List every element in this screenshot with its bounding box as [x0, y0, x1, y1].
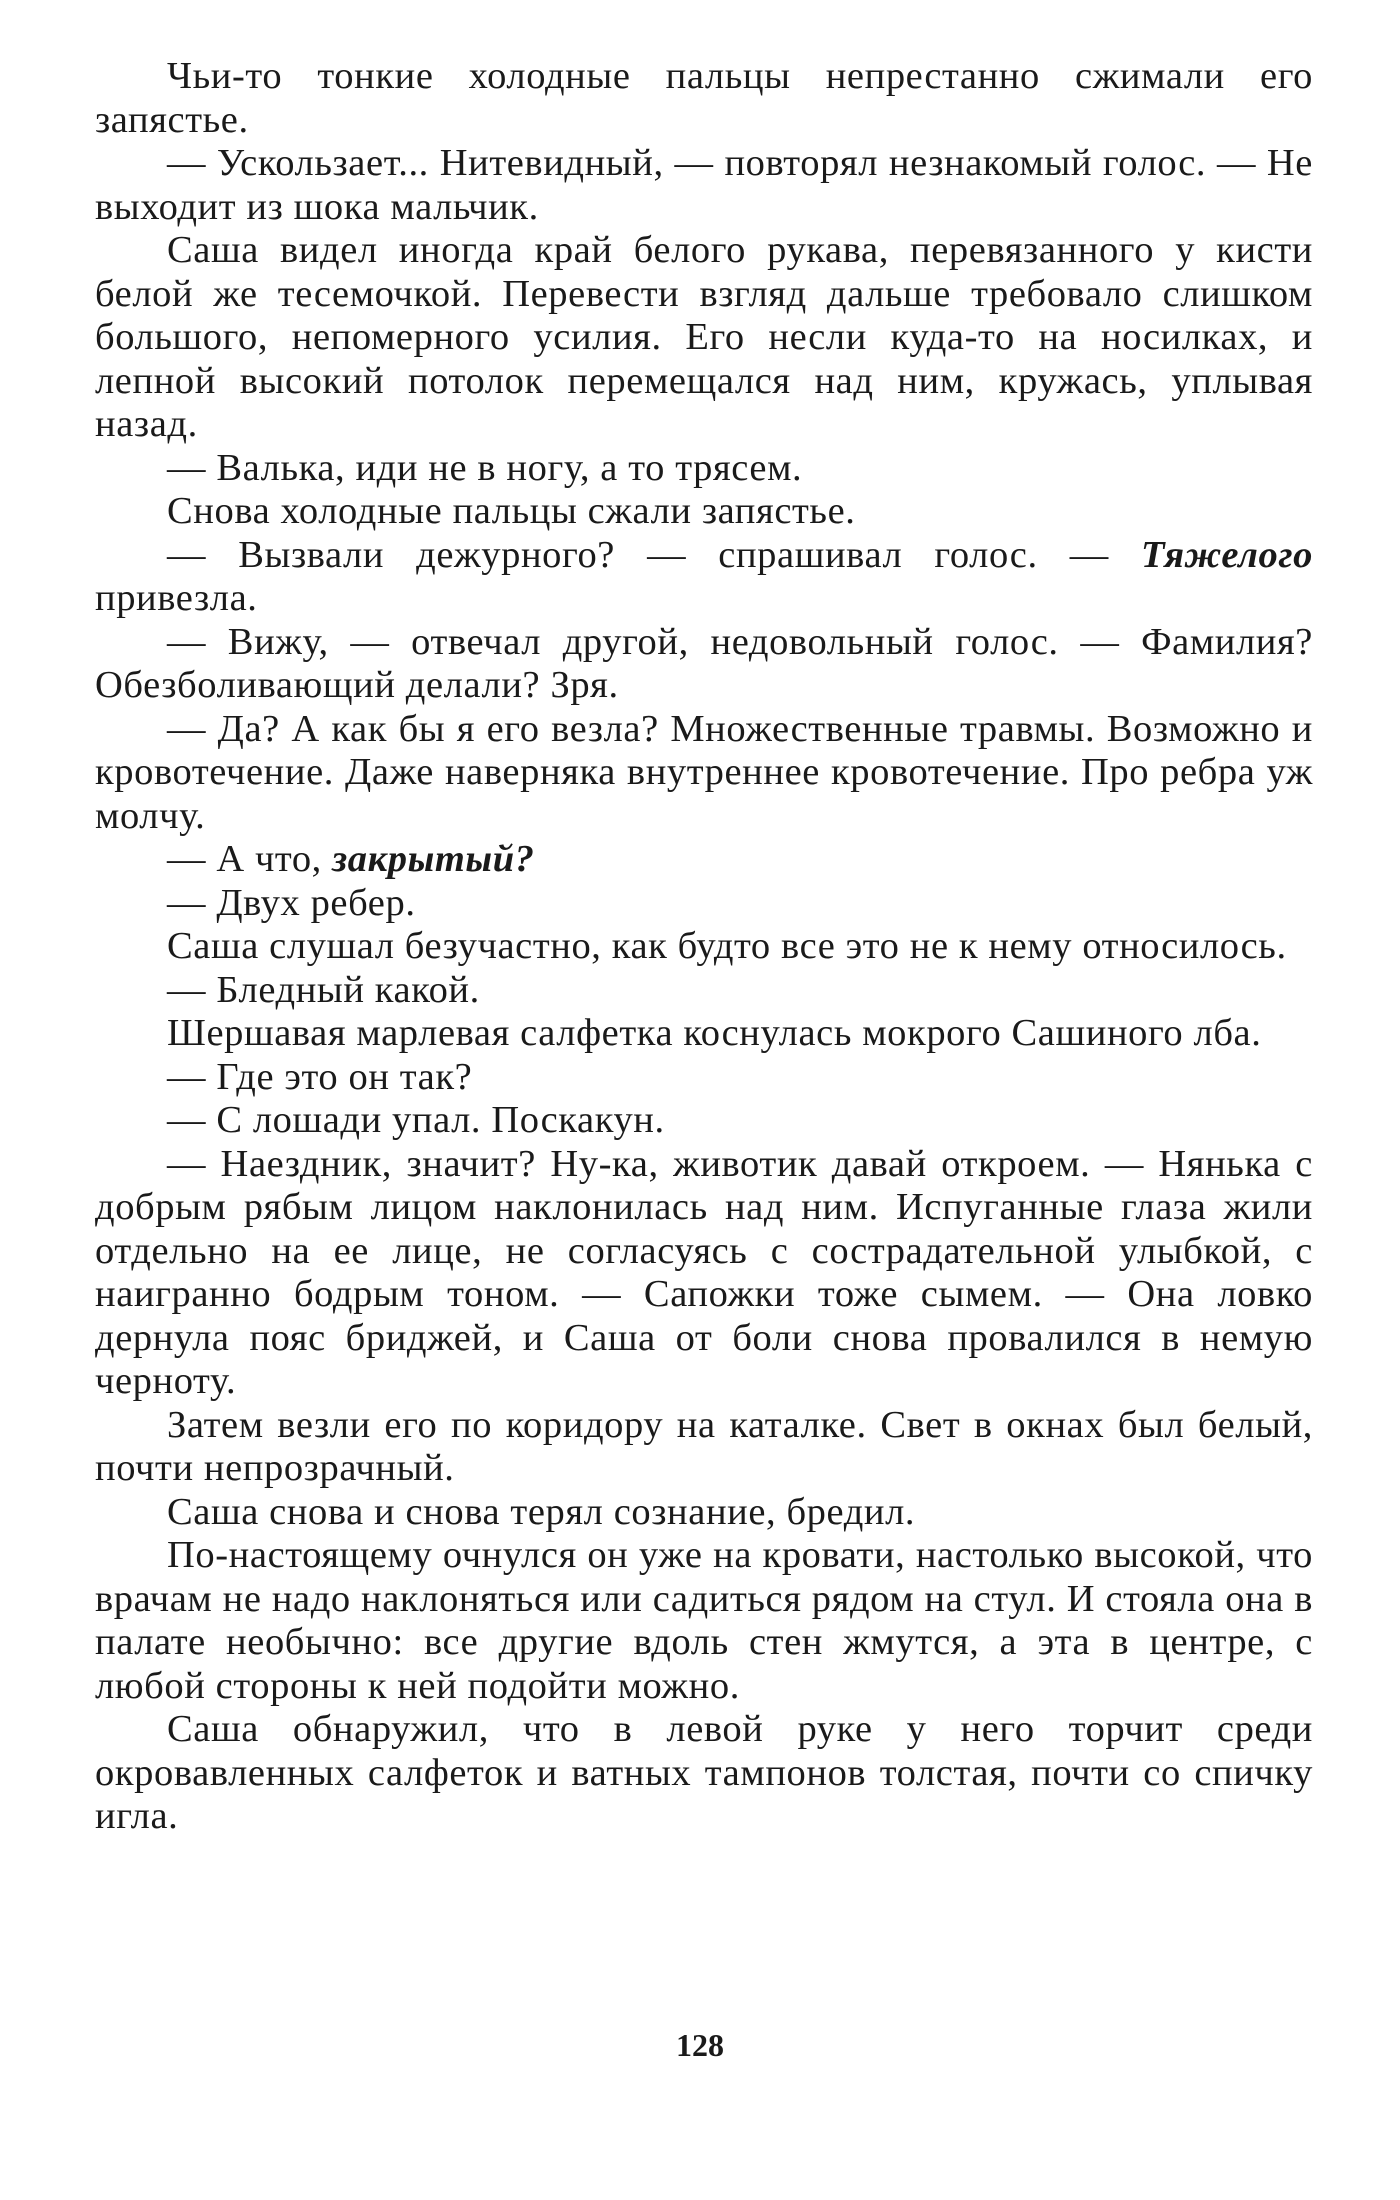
paragraph-9 [95, 838, 1313, 882]
paragraph-15: — С лошади упал. Поскакун. [167, 1099, 665, 1141]
paragraph-13: Шершавая марлевая салфетка коснулась мокрого Сашиного лба. [167, 1012, 1262, 1054]
paragraph-2: — Ускользает... Нитевидный, — повторял незнакомый голос. — Не выходит из шока мальчик. [95, 142, 1313, 228]
paragraph-9-text-before: — А что, [167, 838, 333, 880]
paragraph-19: По-настоящему очнулся он уже на кровати, настолько высокой, что врачам не надо наклоняться или садиться рядом на стул. И стояла она в палате необычно: все другие вдоль стен жмутся, а эта в центре, с любой стороны к ней подойти можно. [95, 1534, 1313, 1707]
book-page-body [95, 55, 1313, 1839]
paragraph-14: — Где это он так? [167, 1055, 473, 1098]
paragraph-6 [95, 534, 1313, 621]
paragraph-1: Чьи-то тонкие холодные пальцы непрестанно сжимали его запястье. [95, 55, 1313, 141]
paragraph-20: Саша обнаружил, что в левой руке у него торчит среди окровавленных салфеток и ватных тампонов толстая, почти со спичку игла. [95, 1708, 1313, 1837]
paragraph-6-emphasis: Тяжелого [1141, 533, 1313, 576]
paragraph-10: — Двух ребер. [167, 881, 416, 924]
paragraph-7: — Вижу, — отвечал другой, недовольный голос. — Фамилия? Обезболивающий делали? Зря. [95, 620, 1313, 706]
paragraph-12: — Бледный какой. [167, 968, 480, 1011]
paragraph-11: Саша слушал безучастно, как будто все это не к нему относилось. [167, 925, 1287, 967]
paragraph-5: Снова холодные пальцы сжали запястье. [167, 490, 856, 532]
paragraph-18: Саша снова и снова терял сознание, бредил. [167, 1490, 916, 1533]
paragraph-6-text-after: привезла. [95, 577, 258, 619]
paragraph-3: Саша видел иногда край белого рукава, перевязанного у кисти белой же тесемочкой. Перевести взгляд дальше требовало слишком большого, непомерного усилия. Его несли куда-то на носилках, и лепной высокий потолок перемещался над ним, кружась, уплывая назад. [95, 229, 1313, 445]
paragraph-4: — Валька, иди не в ногу, а то трясем. [167, 446, 803, 489]
paragraph-17: Затем везли его по коридору на каталке. Свет в окнах был белый, почти непрозрачный. [95, 1403, 1313, 1489]
paragraph-8: — Да? А как бы я его везла? Множественные травмы. Возможно и кровотечение. Даже наверняка внутреннее кровотечение. Про ребра уж молчу. [95, 707, 1313, 837]
page-number: 128 [676, 2027, 724, 2063]
paragraph-9-emphasis: закрытый? [332, 838, 535, 880]
paragraph-6-text-before: — Вызвали дежурного? — спрашивал голос. — [167, 533, 1142, 576]
paragraph-16: — Наездник, значит? Ну-ка, животик давай откроем. — Нянька с добрым рябым лицом наклонилась над ним. Испуганные глаза жили отдельно на ее лице, не согласуясь с сострадательной улыбкой, с наигранно бодрым тоном. — Сапожки тоже сымем. — Она ловко дернула пояс бриджей, и Саша от боли снова провалился в немую черноту. [95, 1142, 1313, 1402]
